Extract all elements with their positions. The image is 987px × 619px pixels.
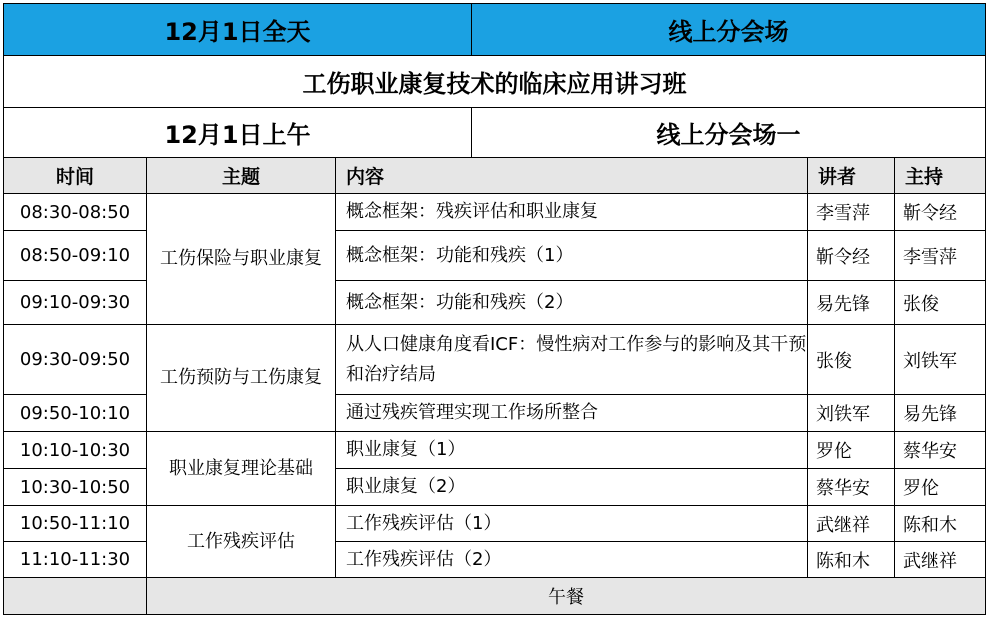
host-cell: 易先锋 xyxy=(895,395,986,432)
speaker-cell: 罗伦 xyxy=(808,432,895,469)
course-title-row xyxy=(4,56,986,108)
time-cell: 10:30-10:50 xyxy=(4,469,147,506)
host-cell: 陈和木 xyxy=(895,506,986,542)
time-cell: 10:10-10:30 xyxy=(4,432,147,469)
time-cell: 08:30-08:50 xyxy=(4,194,147,231)
speaker-cell: 陈和木 xyxy=(808,542,895,578)
topic-cell: 工作残疾评估 xyxy=(147,506,336,578)
content-cell: 职业康复（1） xyxy=(336,432,808,469)
lunch-label: 午餐 xyxy=(147,578,986,615)
table-row xyxy=(4,506,986,542)
column-header-time: 时间 xyxy=(4,158,147,194)
host-cell: 张俊 xyxy=(895,281,986,325)
table-row xyxy=(4,194,986,231)
speaker-cell: 刘铁军 xyxy=(808,395,895,432)
content-cell: 工作残疾评估（2） xyxy=(336,542,808,578)
table-row xyxy=(4,432,986,469)
time-cell: 11:10-11:30 xyxy=(4,542,147,578)
column-header-host: 主持 xyxy=(895,158,986,194)
topic-cell: 工伤预防与工伤康复 xyxy=(147,325,336,432)
time-cell: 09:10-09:30 xyxy=(4,281,147,325)
course-title: 工伤职业康复技术的临床应用讲习班 xyxy=(4,56,986,108)
time-cell: 08:50-09:10 xyxy=(4,231,147,281)
content-cell: 概念框架：残疾评估和职业康复 xyxy=(336,194,808,231)
speaker-cell: 易先锋 xyxy=(808,281,895,325)
time-cell: 09:30-09:50 xyxy=(4,325,147,395)
topic-cell: 工伤保险与职业康复 xyxy=(147,194,336,325)
day-label: 12月1日全天 xyxy=(4,4,472,56)
speaker-cell: 蔡华安 xyxy=(808,469,895,506)
speaker-cell: 武继祥 xyxy=(808,506,895,542)
session-venue: 线上分会场一 xyxy=(472,108,986,158)
session-row xyxy=(4,108,986,158)
content-cell: 工作残疾评估（1） xyxy=(336,506,808,542)
content-cell: 概念框架：功能和残疾（2） xyxy=(336,281,808,325)
column-header-row xyxy=(4,158,986,194)
host-cell: 蔡华安 xyxy=(895,432,986,469)
time-cell: 10:50-11:10 xyxy=(4,506,147,542)
content-cell: 通过残疾管理实现工作场所整合 xyxy=(336,395,808,432)
speaker-cell: 靳令经 xyxy=(808,231,895,281)
host-cell: 刘铁军 xyxy=(895,325,986,395)
content-cell: 职业康复（2） xyxy=(336,469,808,506)
host-cell: 李雪萍 xyxy=(895,231,986,281)
host-cell: 靳令经 xyxy=(895,194,986,231)
column-header-content: 内容 xyxy=(336,158,808,194)
content-cell: 概念框架：功能和残疾（1） xyxy=(336,231,808,281)
speaker-cell: 李雪萍 xyxy=(808,194,895,231)
session-date: 12月1日上午 xyxy=(4,108,472,158)
top-header-row xyxy=(4,4,986,56)
venue-label: 线上分会场 xyxy=(472,4,986,56)
lunch-blank-cell xyxy=(4,578,147,615)
column-header-topic: 主题 xyxy=(147,158,336,194)
content-cell: 从人口健康角度看ICF：慢性病对工作参与的影响及其干预和治疗结局 xyxy=(336,325,808,395)
lunch-row xyxy=(4,578,986,615)
topic-cell: 职业康复理论基础 xyxy=(147,432,336,506)
host-cell: 罗伦 xyxy=(895,469,986,506)
host-cell: 武继祥 xyxy=(895,542,986,578)
time-cell: 09:50-10:10 xyxy=(4,395,147,432)
table-row xyxy=(4,325,986,395)
schedule-table xyxy=(3,3,986,615)
speaker-cell: 张俊 xyxy=(808,325,895,395)
column-header-speaker: 讲者 xyxy=(808,158,895,194)
